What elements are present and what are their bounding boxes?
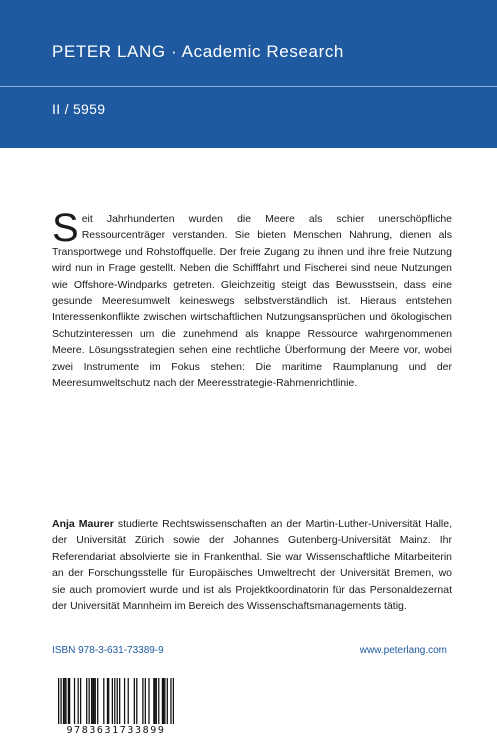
barcode-bar bbox=[64, 678, 65, 724]
barcode-bar bbox=[156, 678, 157, 724]
barcode-bars bbox=[58, 678, 174, 724]
barcode-bar bbox=[158, 678, 159, 724]
barcode-bar bbox=[148, 678, 149, 724]
banner-divider bbox=[0, 86, 497, 87]
barcode-bar bbox=[162, 678, 163, 724]
barcode-bar bbox=[95, 678, 96, 724]
barcode-bar bbox=[128, 678, 129, 724]
barcode-bar bbox=[167, 678, 168, 724]
barcode-bar bbox=[97, 678, 98, 724]
barcode-bar bbox=[117, 678, 118, 724]
barcode-bar bbox=[134, 678, 135, 724]
barcode-bar bbox=[154, 678, 155, 724]
publisher-website[interactable]: www.peterlang.com bbox=[359, 645, 447, 656]
author-name: Anja Maurer bbox=[52, 518, 114, 530]
barcode-bar bbox=[145, 678, 146, 724]
barcode-bar bbox=[78, 678, 79, 724]
barcode-bar bbox=[60, 678, 61, 724]
drop-cap: S bbox=[52, 206, 79, 250]
barcode-digits: 9783631733899 bbox=[66, 725, 166, 736]
barcode-bar bbox=[80, 678, 81, 724]
isbn: ISBN 978-3-631-73389-9 bbox=[52, 645, 164, 656]
barcode-bar bbox=[114, 678, 115, 724]
series-title: PETER LANG · Academic Research bbox=[52, 42, 344, 61]
barcode-bar bbox=[92, 678, 93, 724]
barcode-bar bbox=[69, 678, 70, 724]
barcode-bar bbox=[89, 678, 90, 724]
barcode-bar bbox=[142, 678, 143, 724]
book-description bbox=[52, 206, 452, 391]
volume-number: II / 5959 bbox=[52, 101, 106, 117]
barcode-bar bbox=[108, 678, 109, 724]
series-banner bbox=[0, 0, 497, 148]
barcode-bar bbox=[153, 678, 154, 724]
barcode-bar bbox=[170, 678, 171, 724]
barcode-bar bbox=[164, 678, 165, 724]
barcode-bar bbox=[93, 678, 94, 724]
barcode-bar bbox=[68, 678, 69, 724]
author-bio bbox=[52, 516, 452, 614]
barcode-bar bbox=[86, 678, 87, 724]
description-text: eit Jahrhunderten wurden die Meere als schier unerschöpfliche Ressourcenträger verstanden. Sie bieten Menschen Nahrung, dienen als Transportwege und Rohstoffquelle. Der freie Zugang zu ihnen und ihre freie Nutzung wird nun in Frage gestellt. Neben die Schifffahrt und Fischerei sind neue Nutzungen wie Offshore-Windparks getreten. Gleichzeitig steigt das Bewusstsein, dass eine gesunde Meeresumwelt keineswegs selbstverständlich ist. Hieraus entstehen Interessenkonflikte zwischen wirtschaftlichen Nutzungsansprüchen und ökologischen Schutzinteressen um die zunehmend als knappe Ressource wahrgenommenen Meere. Lösungsstrategien sehen eine rechtliche Überformung der Meere vor, wobei zwei Instrumente im Fokus stehen: Die maritime Raumplanung und der Meeresumweltschutz nach der Meeresstrategie-Rahmenrichtlinie. bbox=[52, 213, 452, 390]
barcode-bar bbox=[103, 678, 104, 724]
barcode bbox=[52, 672, 180, 744]
barcode-bar bbox=[63, 678, 64, 724]
barcode-bar bbox=[119, 678, 120, 724]
barcode-bar bbox=[107, 678, 108, 724]
barcode-bar bbox=[74, 678, 75, 724]
bio-text: studierte Rechtswissenschaften an der Martin-Luther-Universität Halle, der Universität Zürich sowie der Johannes Gutenberg-Universität Mainz. Ihr Referendariat absolvierte sie in Frankenthal. Sie war Wissenschaftliche Mitarbeiterin an der Forschungsstelle für Europäisches Umweltrecht der Universität Bremen, wo sie auch promoviert wurde und ist als Projektkoordinatorin für das Personaldezernat der Universität Mannheim im Bereich des Wissenschaftsmanagements tätig. bbox=[52, 518, 453, 613]
barcode-bar bbox=[124, 678, 125, 724]
barcode-bar bbox=[136, 678, 137, 724]
barcode-bar bbox=[65, 678, 66, 724]
barcode-bar bbox=[173, 678, 174, 724]
barcode-bar bbox=[163, 678, 164, 724]
barcode-bar bbox=[112, 678, 113, 724]
barcode-bar bbox=[58, 678, 59, 724]
barcode-bar bbox=[91, 678, 92, 724]
